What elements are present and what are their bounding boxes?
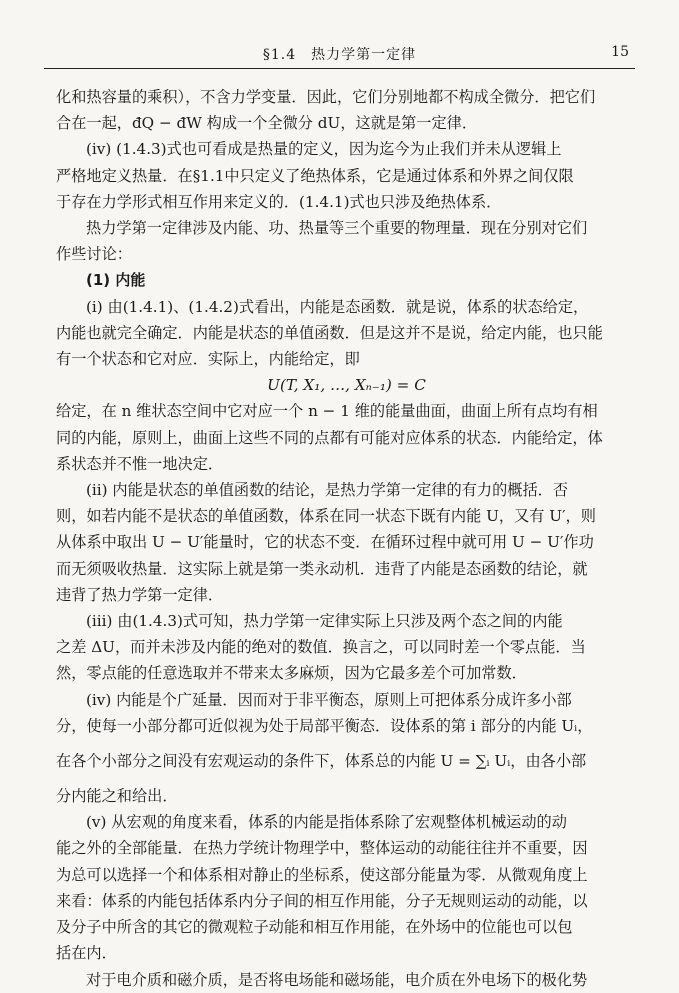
text-line: 于存在力学形式相互作用来定义的．(1.4.1)式也只涉及绝热体系． — [56, 192, 502, 211]
text-line: 有一个状态和它对应．实际上，内能给定，即 — [56, 350, 360, 369]
text-line: 内能也就完全确定．内能是状态的单值函数．但是这并不是说，给定内能，也只能 — [56, 323, 603, 342]
text-line-with-sum: 在各个小部分之间没有宏观运动的条件下，体系总的内能 U = ∑ᵢ Uᵢ，由各小部 — [56, 752, 587, 771]
text-line: 为总可以选择一个和体系相对静止的坐标系，使这部分能量为零．从微观角度上 — [56, 865, 588, 884]
text-line: 作些讨论： — [56, 245, 132, 264]
paragraph-start: (ii) 内能是状态的单值函数的结论，是热力学第一定律的有力的概括．否 — [86, 481, 569, 500]
page-header — [44, 38, 635, 69]
paragraph-start: (iii) 由(1.4.3)式可知，热力学第一定律实际上只涉及两个态之间的内能 — [86, 612, 563, 631]
text-line: 分内能之和给出． — [56, 787, 178, 806]
text-line: 括在内． — [56, 944, 117, 963]
paragraph-start: (i) 由(1.4.1)、(1.4.2)式看出，内能是态函数．就是说，体系的状态给定， — [86, 297, 589, 316]
subsection-heading: (1) 内能 — [86, 271, 146, 290]
text-line: 违背了热力学第一定律． — [56, 585, 224, 604]
paragraph-start: (iv) (1.4.3)式也可看成是热量的定义，因为迄今为止我们并未从逻辑上 — [86, 140, 562, 159]
text-line: 系状态并不惟一地决定． — [56, 454, 224, 473]
text-line: 能之外的全部能量．在热力学统计物理学中，整体运动的动能往往并不重要，因 — [56, 839, 588, 858]
paragraph-start: 热力学第一定律涉及内能、功、热量等三个重要的物理量．现在分别对它们 — [86, 219, 588, 238]
text-line: 化和热容量的乘积），不含力学变量．因此，它们分别地都不构成全微分．把它们 — [56, 88, 596, 106]
body-text — [56, 84, 627, 993]
equation: U(T, X₁, …, Xₙ₋₁) = C — [267, 376, 426, 395]
text-line: 而无须吸收热量．这实际上就是第一类永动机．违背了内能是态函数的结论，就 — [56, 559, 588, 578]
text-line: 同的内能，原则上，曲面上这些不同的点都有可能对应体系的状态．内能给定，体 — [56, 428, 603, 447]
text-line: 从体系中取出 U − U′能量时，它的状态不变．在循环过程中就可用 U − U′作功 — [56, 533, 594, 552]
page-number: 15 — [611, 44, 629, 60]
paragraph-start: (v) 从宏观的角度来看，体系的内能是指体系除了宏观整体机械运动的动 — [86, 813, 567, 832]
text-line: 然，零点能的任意选取并不带来太多麻烦，因为它最多差个可加常数． — [56, 664, 527, 683]
text-line: 合在一起，đQ − đW 构成一个全微分 dU，这就是第一定律． — [56, 114, 478, 133]
text-line: 给定，在 n 维状态空间中它对应一个 n − 1 维的能量曲面，曲面上所有点均有相 — [56, 402, 598, 421]
text-line: 之差 ΔU，而并未涉及内能的绝对的数值．换言之，可以同时差一个零点能．当 — [56, 638, 586, 657]
text-line: 严格地定义热量．在§1.1中只定义了绝热体系，它是通过体系和外界之间仅限 — [56, 166, 574, 185]
text-line: 来看：体系的内能包括体系内分子间的相互作用能，分子无规则运动的动能，以 — [56, 891, 588, 910]
paragraph-start: 对于电介质和磁介质，是否将电场能和磁场能，电介质在外电场下的极化势 — [86, 970, 588, 989]
text-line: 分，使每一小部分都可近似视为处于局部平衡态．设体系的第 i 部分的内能 Uᵢ， — [56, 716, 593, 735]
paragraph-start: (iv) 内能是个广延量．因而对于非平衡态，原则上可把体系分成许多小部 — [86, 690, 572, 709]
text-line: 则，如若内能不是状态的单值函数，体系在同一状态下既有内能 U，又有 U′，则 — [56, 507, 596, 526]
section-title: §1.4 热力学第一定律 — [262, 47, 417, 63]
text-line: 及分子中所含的其它的微观粒子动能和相互作用能，在外场中的位能也可以包 — [56, 918, 573, 937]
